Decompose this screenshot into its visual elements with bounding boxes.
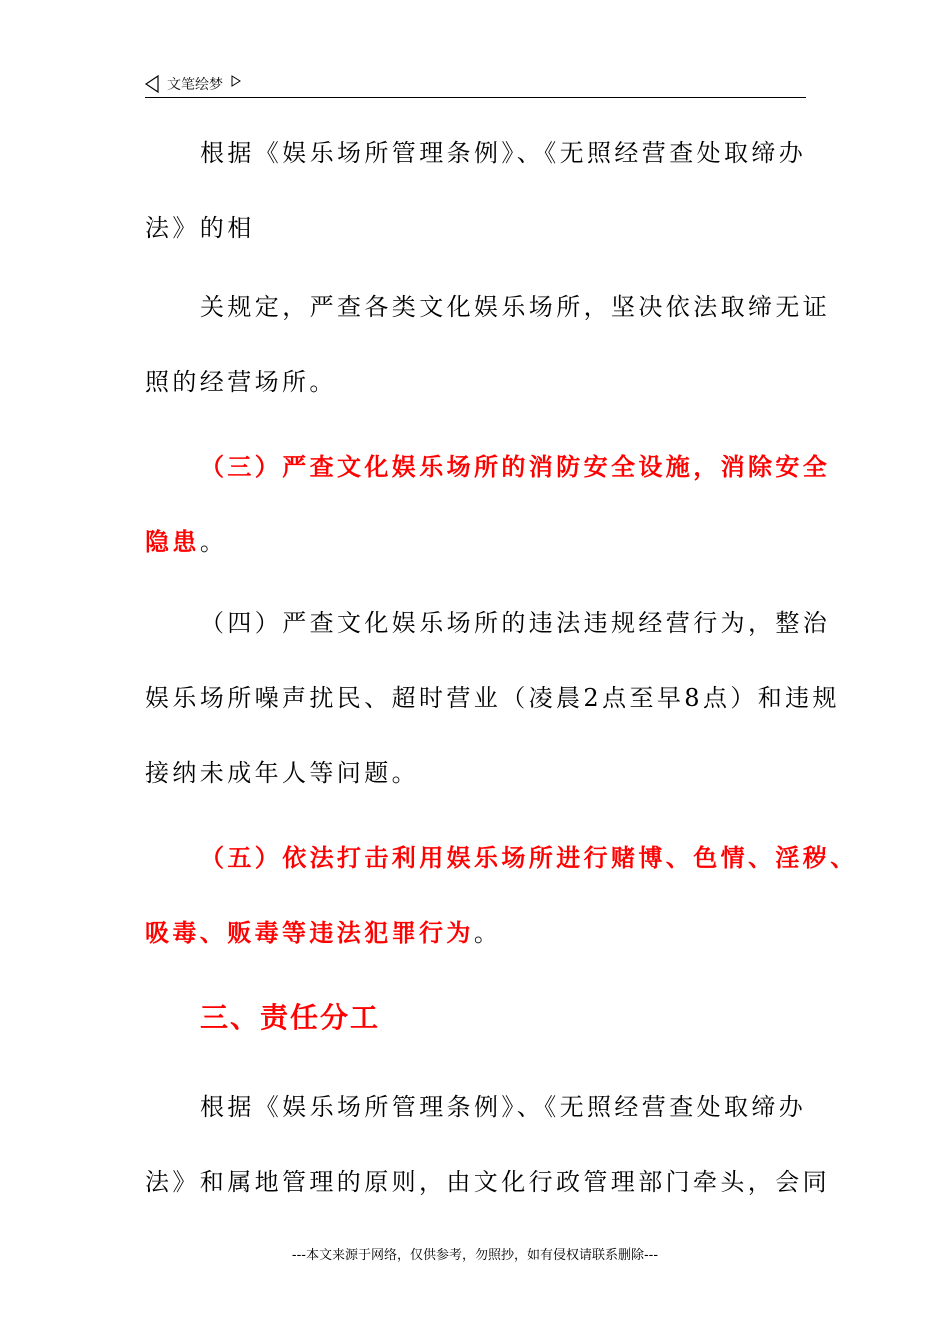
item3-line2: [145, 527, 227, 557]
section3-line: 法》和属地管理的原则，由文化行政管理部门牵头，会同: [145, 1168, 830, 1196]
item3-line2-red: 隐患: [145, 527, 200, 556]
triangle-left-icon: [145, 75, 159, 93]
body-line: 照的经营场所。: [145, 368, 337, 396]
item5-line1: （五）依法打击利用娱乐场所进行赌博、色情、淫秽、: [200, 843, 858, 872]
item5-line2-tail: 。: [473, 919, 502, 947]
footer-disclaimer: ---本文来源于网络，仅供参考，勿照抄，如有侵权请联系删除---: [291, 1248, 659, 1263]
body-line: 法》的相: [145, 214, 255, 242]
item4-line: 娱乐场所噪声扰民、超时营业（凌晨2点至早8点）和违规: [145, 684, 840, 712]
section3-line: 根据《娱乐场所管理条例》、《无照经营查处取缔办: [200, 1093, 807, 1121]
section-heading: 三、责任分工: [200, 1001, 381, 1034]
item3-line2-tail: 。: [199, 528, 228, 556]
triangle-right-icon: [231, 75, 241, 87]
item4-line: 接纳未成年人等问题。: [145, 759, 419, 787]
header-title: 文笔绘梦: [167, 77, 223, 93]
body-line: 关规定，严查各类文化娱乐场所，坚决依法取缔无证: [200, 293, 831, 321]
page-header: [145, 72, 241, 96]
body-line: 根据《娱乐场所管理条例》、《无照经营查处取缔办: [200, 139, 807, 167]
item5-line2-red: 吸毒、贩毒等违法犯罪行为: [145, 918, 474, 947]
header-divider: [145, 97, 806, 98]
item4-line: （四）严查文化娱乐场所的违法违规经营行为，整治: [200, 609, 831, 637]
item3-line1: （三）严查文化娱乐场所的消防安全设施，消除安全: [200, 452, 831, 481]
item5-line2: [145, 918, 501, 948]
